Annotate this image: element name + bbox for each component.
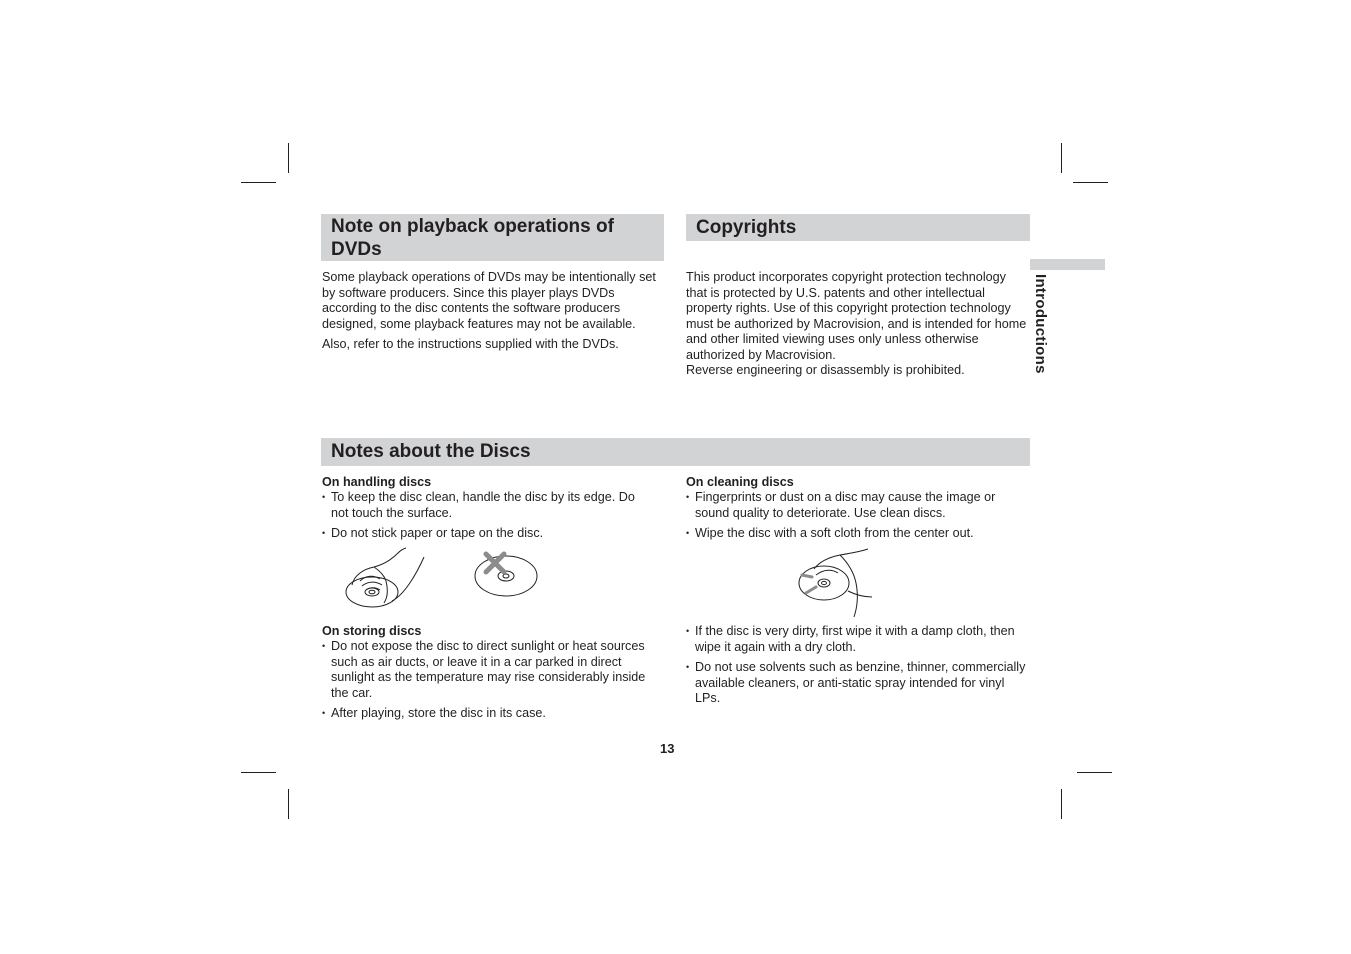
copyrights-paragraph: Reverse engineering or disassembly is prohibited.	[686, 363, 965, 377]
crop-mark	[241, 772, 276, 773]
list-item: • Do not stick paper or tape on the disc.	[322, 526, 642, 542]
list-item: • Do not expose the disc to direct sunlight or heat sources such as air ducts, or leave it in a car parked in direct sunlight as the temperature may rise considerably inside the car.	[322, 639, 660, 701]
side-tab-bar	[1030, 259, 1105, 270]
wipe-direction-arrow	[806, 587, 816, 593]
wipe-direction-arrow	[802, 575, 812, 577]
disc-outline	[475, 556, 537, 596]
list-item: • Wipe the disc with a soft cloth from the center out.	[686, 526, 1026, 542]
cleaning-subtitle: On cleaning discs	[686, 475, 794, 489]
page-number: 13	[660, 741, 675, 756]
playback-body	[322, 270, 660, 358]
cleaning-list-continued	[686, 624, 1028, 712]
disc-handling-illustration	[340, 545, 432, 611]
crop-mark	[1077, 772, 1112, 773]
cleaning-list	[686, 490, 1026, 547]
disc-cleaning-illustration	[796, 547, 874, 619]
list-item: • Do not use solvents such as benzine, thinner, commercially available cleaners, or anti-static spray intended for vinyl LPs.	[686, 660, 1028, 707]
side-tab-label: Introductions	[1032, 274, 1049, 374]
copyrights-heading: Copyrights	[686, 214, 1030, 241]
copyrights-body	[686, 270, 1028, 379]
handling-list	[322, 490, 642, 547]
hand-outline	[352, 548, 406, 585]
storing-subtitle: On storing discs	[322, 624, 422, 638]
playback-paragraph: Also, refer to the instructions supplied with the DVDs.	[322, 337, 619, 351]
copyrights-paragraph: This product incorporates copyright protection technology that is protected by U.S. patents and other intellectual property rights. Use of this copyright protection technology must be authorized by Macrovision, and is intended for home and other limited viewing uses only unless otherwise authorized by Macrovision.	[686, 270, 1027, 362]
playback-heading: Note on playback operations of DVDs	[321, 214, 664, 261]
crop-mark	[1061, 143, 1062, 173]
crop-mark	[288, 143, 289, 173]
crop-mark	[241, 182, 276, 183]
handling-subtitle: On handling discs	[322, 475, 432, 489]
disc-tape-illustration	[472, 548, 542, 600]
crop-mark	[288, 789, 289, 819]
storing-list	[322, 639, 660, 727]
list-item: • To keep the disc clean, handle the disc by its edge. Do not touch the surface.	[322, 490, 642, 521]
list-item: • Fingerprints or dust on a disc may cause the image or sound quality to deteriorate. Use clean discs.	[686, 490, 1026, 521]
disc-hole	[818, 579, 830, 587]
list-item: • After playing, store the disc in its case.	[322, 706, 660, 722]
discs-heading: Notes about the Discs	[321, 438, 1030, 466]
crop-mark	[1073, 182, 1108, 183]
list-item: • If the disc is very dirty, first wipe it with a damp cloth, then wipe it again with a dry cloth.	[686, 624, 1028, 655]
disc-outline	[346, 577, 398, 607]
crop-mark	[1061, 789, 1062, 819]
playback-paragraph: Some playback operations of DVDs may be intentionally set by software producers. Since this player plays DVDs according to the disc contents the software producers designed, some playback features may not be available.	[322, 270, 656, 331]
